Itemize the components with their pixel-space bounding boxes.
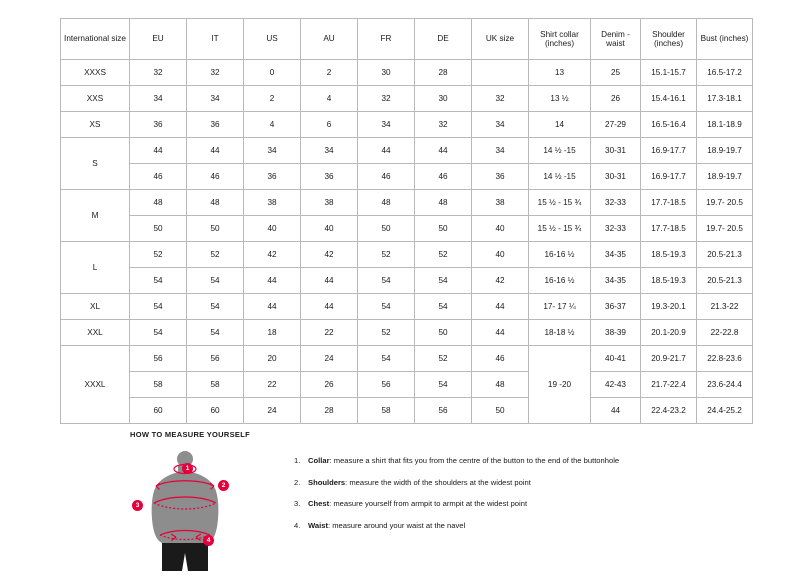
cell-6: 48	[415, 190, 472, 216]
column-header-fr: FR	[358, 19, 415, 60]
column-header-us: US	[244, 19, 301, 60]
cell-8: 13	[529, 60, 591, 86]
cell-7: 42	[472, 268, 529, 294]
cell-5: 46	[358, 164, 415, 190]
cell-11: 22.8-23.6	[697, 346, 753, 372]
cell-5: 56	[358, 372, 415, 398]
table-body	[61, 60, 753, 424]
cell-7: 46	[472, 346, 529, 372]
cell-6: 52	[415, 242, 472, 268]
cell-1: 44	[130, 138, 187, 164]
list-item	[294, 477, 619, 487]
cell-9: 30-31	[591, 138, 641, 164]
cell-3: 44	[244, 294, 301, 320]
cell-3: 4	[244, 112, 301, 138]
cell-10: 20.9-21.7	[641, 346, 697, 372]
table-row	[61, 398, 753, 424]
cell-7: 32	[472, 86, 529, 112]
callout-marker-4: 4	[203, 535, 214, 546]
cell-2: 60	[187, 398, 244, 424]
list-item-text: : measure a shirt that fits you from the centre of the button to the end of the buttonhole	[329, 456, 620, 465]
cell-8: 14	[529, 112, 591, 138]
cell-10: 19.3-20.1	[641, 294, 697, 320]
cell-1: 46	[130, 164, 187, 190]
cell-3: 20	[244, 346, 301, 372]
cell-5: 54	[358, 294, 415, 320]
cell-2: 54	[187, 294, 244, 320]
table-row	[61, 242, 753, 268]
cell-1: 60	[130, 398, 187, 424]
cell-11: 20.5-21.3	[697, 242, 753, 268]
cell-10: 16.5-16.4	[641, 112, 697, 138]
list-item-text: : measure the width of the shoulders at the widest point	[345, 477, 531, 487]
cell-7: 50	[472, 398, 529, 424]
table-row	[61, 112, 753, 138]
how-to-measure-section	[130, 430, 730, 574]
cell-4: 28	[301, 398, 358, 424]
cell-9: 25	[591, 60, 641, 86]
list-item-term: Shoulders	[308, 477, 346, 487]
cell-8: 14 ½ -15	[529, 138, 591, 164]
cell-3: 2	[244, 86, 301, 112]
table-row	[61, 372, 753, 398]
cell-4: 42	[301, 242, 358, 268]
cell-7: 40	[472, 242, 529, 268]
cell-1: 54	[130, 320, 187, 346]
column-header-denim-waist: Denim - waist	[591, 19, 641, 60]
cell-international-size: XXS	[61, 86, 130, 112]
callout-marker-3: 3	[132, 500, 143, 511]
list-item-number: 1.	[294, 456, 301, 465]
column-header-au: AU	[301, 19, 358, 60]
cell-3: 38	[244, 190, 301, 216]
cell-5: 58	[358, 398, 415, 424]
cell-8: 17- 17 ¼	[529, 294, 591, 320]
cell-1: 32	[130, 60, 187, 86]
cell-4: 34	[301, 138, 358, 164]
cell-4: 6	[301, 112, 358, 138]
cell-9: 26	[591, 86, 641, 112]
callout-marker-2: 2	[218, 480, 229, 491]
list-item-number: 4.	[294, 520, 301, 530]
cell-7: 40	[472, 216, 529, 242]
cell-6: 54	[415, 294, 472, 320]
measure-instructions-list	[268, 457, 619, 543]
cell-international-size: M	[61, 190, 130, 242]
cell-6: 54	[415, 372, 472, 398]
cell-8: 16-16 ½	[529, 242, 591, 268]
cell-2: 48	[187, 190, 244, 216]
table-row	[61, 60, 753, 86]
cell-11: 18.1-18.9	[697, 112, 753, 138]
callout-marker-1: 1	[182, 463, 193, 474]
cell-7: 36	[472, 164, 529, 190]
cell-5: 32	[358, 86, 415, 112]
list-item-text: : measure around your waist at the navel	[327, 520, 466, 530]
cell-4: 2	[301, 60, 358, 86]
column-header-eu: EU	[130, 19, 187, 60]
cell-10: 15.1-15.7	[641, 60, 697, 86]
cell-8: 15 ½ - 15 ¾	[529, 190, 591, 216]
cell-2: 56	[187, 346, 244, 372]
cell-11: 20.5-21.3	[697, 268, 753, 294]
list-item-number: 3.	[294, 499, 301, 509]
cell-7: 44	[472, 320, 529, 346]
cell-9: 42-43	[591, 372, 641, 398]
cell-9: 32-33	[591, 216, 641, 242]
cell-7: 44	[472, 294, 529, 320]
cell-11: 18.9-19.7	[697, 138, 753, 164]
cell-6: 28	[415, 60, 472, 86]
cell-1: 50	[130, 216, 187, 242]
cell-4: 36	[301, 164, 358, 190]
cell-3: 18	[244, 320, 301, 346]
cell-11: 18.9-19.7	[697, 164, 753, 190]
cell-international-size: XXXS	[61, 60, 130, 86]
cell-1: 52	[130, 242, 187, 268]
cell-2: 44	[187, 138, 244, 164]
cell-1: 34	[130, 86, 187, 112]
list-item	[294, 520, 619, 530]
cell-11: 22-22.8	[697, 320, 753, 346]
cell-8: 18-18 ½	[529, 320, 591, 346]
cell-6: 44	[415, 138, 472, 164]
table-row	[61, 190, 753, 216]
cell-5: 52	[358, 242, 415, 268]
cell-8: 13 ½	[529, 86, 591, 112]
cell-2: 34	[187, 86, 244, 112]
cell-5: 30	[358, 60, 415, 86]
cell-9: 44	[591, 398, 641, 424]
cell-2: 50	[187, 216, 244, 242]
cell-10: 22.4-23.2	[641, 398, 697, 424]
cell-1: 36	[130, 112, 187, 138]
cell-4: 26	[301, 372, 358, 398]
cell-5: 34	[358, 112, 415, 138]
cell-2: 54	[187, 320, 244, 346]
list-item	[294, 499, 619, 509]
cell-6: 50	[415, 216, 472, 242]
cell-7	[472, 60, 529, 86]
column-header-shoulder: Shoulder (inches)	[641, 19, 697, 60]
cell-10: 21.7-22.4	[641, 372, 697, 398]
column-header-shirt-collar: Shirt collar (inches)	[529, 19, 591, 60]
table-row	[61, 294, 753, 320]
cell-2: 58	[187, 372, 244, 398]
cell-9: 34-35	[591, 242, 641, 268]
cell-2: 52	[187, 242, 244, 268]
cell-9: 36-37	[591, 294, 641, 320]
list-item-term: Waist	[308, 520, 328, 530]
cell-3: 40	[244, 216, 301, 242]
table-header-row	[61, 19, 753, 60]
cell-9: 32-33	[591, 190, 641, 216]
body-diagram	[130, 449, 240, 574]
cell-10: 18.5-19.3	[641, 268, 697, 294]
list-item-term: Collar	[308, 456, 330, 465]
cell-1: 56	[130, 346, 187, 372]
cell-4: 22	[301, 320, 358, 346]
cell-5: 52	[358, 320, 415, 346]
table-row	[61, 346, 753, 372]
cell-11: 19.7- 20.5	[697, 216, 753, 242]
cell-3: 44	[244, 268, 301, 294]
cell-2: 54	[187, 268, 244, 294]
table-row	[61, 268, 753, 294]
column-header-international-size: International size	[61, 19, 130, 60]
cell-10: 17.7-18.5	[641, 190, 697, 216]
cell-5: 48	[358, 190, 415, 216]
cell-international-size: L	[61, 242, 130, 294]
cell-international-size: XS	[61, 112, 130, 138]
cell-11: 16.5-17.2	[697, 60, 753, 86]
cell-international-size: XL	[61, 294, 130, 320]
cell-2: 46	[187, 164, 244, 190]
cell-9: 38-39	[591, 320, 641, 346]
cell-11: 19.7- 20.5	[697, 190, 753, 216]
cell-7: 34	[472, 138, 529, 164]
cell-3: 42	[244, 242, 301, 268]
cell-international-size: XXXL	[61, 346, 130, 424]
cell-11: 17.3-18.1	[697, 86, 753, 112]
cell-10: 15.4-16.1	[641, 86, 697, 112]
column-header-it: IT	[187, 19, 244, 60]
cell-1: 54	[130, 294, 187, 320]
cell-8: 15 ½ - 15 ¾	[529, 216, 591, 242]
cell-6: 54	[415, 268, 472, 294]
cell-9: 30-31	[591, 164, 641, 190]
cell-11: 24.4-25.2	[697, 398, 753, 424]
cell-11: 21.3-22	[697, 294, 753, 320]
cell-5: 54	[358, 346, 415, 372]
table-row	[61, 164, 753, 190]
cell-6: 46	[415, 164, 472, 190]
cell-11: 23.6-24.4	[697, 372, 753, 398]
cell-5: 50	[358, 216, 415, 242]
cell-10: 18.5-19.3	[641, 242, 697, 268]
cell-5: 54	[358, 268, 415, 294]
column-header-bust: Bust (inches)	[697, 19, 753, 60]
cell-international-size: S	[61, 138, 130, 190]
cell-8: 16-16 ½	[529, 268, 591, 294]
cell-2: 36	[187, 112, 244, 138]
cell-3: 24	[244, 398, 301, 424]
cell-6: 50	[415, 320, 472, 346]
list-item-number: 2.	[294, 477, 301, 487]
table-row	[61, 138, 753, 164]
cell-9: 40-41	[591, 346, 641, 372]
cell-2: 32	[187, 60, 244, 86]
cell-7: 38	[472, 190, 529, 216]
cell-9: 27-29	[591, 112, 641, 138]
table-row	[61, 216, 753, 242]
cell-6: 30	[415, 86, 472, 112]
cell-10: 20.1-20.9	[641, 320, 697, 346]
cell-6: 52	[415, 346, 472, 372]
cell-6: 56	[415, 398, 472, 424]
column-header-de: DE	[415, 19, 472, 60]
cell-shirt-collar: 19 -20	[529, 346, 591, 424]
cell-5: 44	[358, 138, 415, 164]
cell-10: 16.9-17.7	[641, 164, 697, 190]
cell-3: 0	[244, 60, 301, 86]
cell-1: 48	[130, 190, 187, 216]
cell-6: 32	[415, 112, 472, 138]
cell-8: 14 ½ -15	[529, 164, 591, 190]
cell-1: 54	[130, 268, 187, 294]
cell-4: 40	[301, 216, 358, 242]
cell-7: 48	[472, 372, 529, 398]
list-item	[294, 456, 620, 465]
cell-10: 16.9-17.7	[641, 138, 697, 164]
cell-3: 34	[244, 138, 301, 164]
cell-1: 58	[130, 372, 187, 398]
cell-4: 44	[301, 294, 358, 320]
size-chart-table	[60, 18, 753, 424]
cell-4: 4	[301, 86, 358, 112]
table-row	[61, 320, 753, 346]
table-row	[61, 86, 753, 112]
how-to-measure-title: HOW TO MEASURE YOURSELF	[130, 430, 250, 439]
column-header-uk-size: UK size	[472, 19, 529, 60]
cell-3: 36	[244, 164, 301, 190]
cell-3: 22	[244, 372, 301, 398]
list-item-term: Chest	[308, 499, 330, 509]
cell-4: 24	[301, 346, 358, 372]
cell-international-size: XXL	[61, 320, 130, 346]
list-item-text: : measure yourself from armpit to armpit at the widest point	[329, 499, 528, 509]
cell-7: 34	[472, 112, 529, 138]
cell-4: 38	[301, 190, 358, 216]
cell-9: 34-35	[591, 268, 641, 294]
cell-10: 17.7-18.5	[641, 216, 697, 242]
cell-4: 44	[301, 268, 358, 294]
